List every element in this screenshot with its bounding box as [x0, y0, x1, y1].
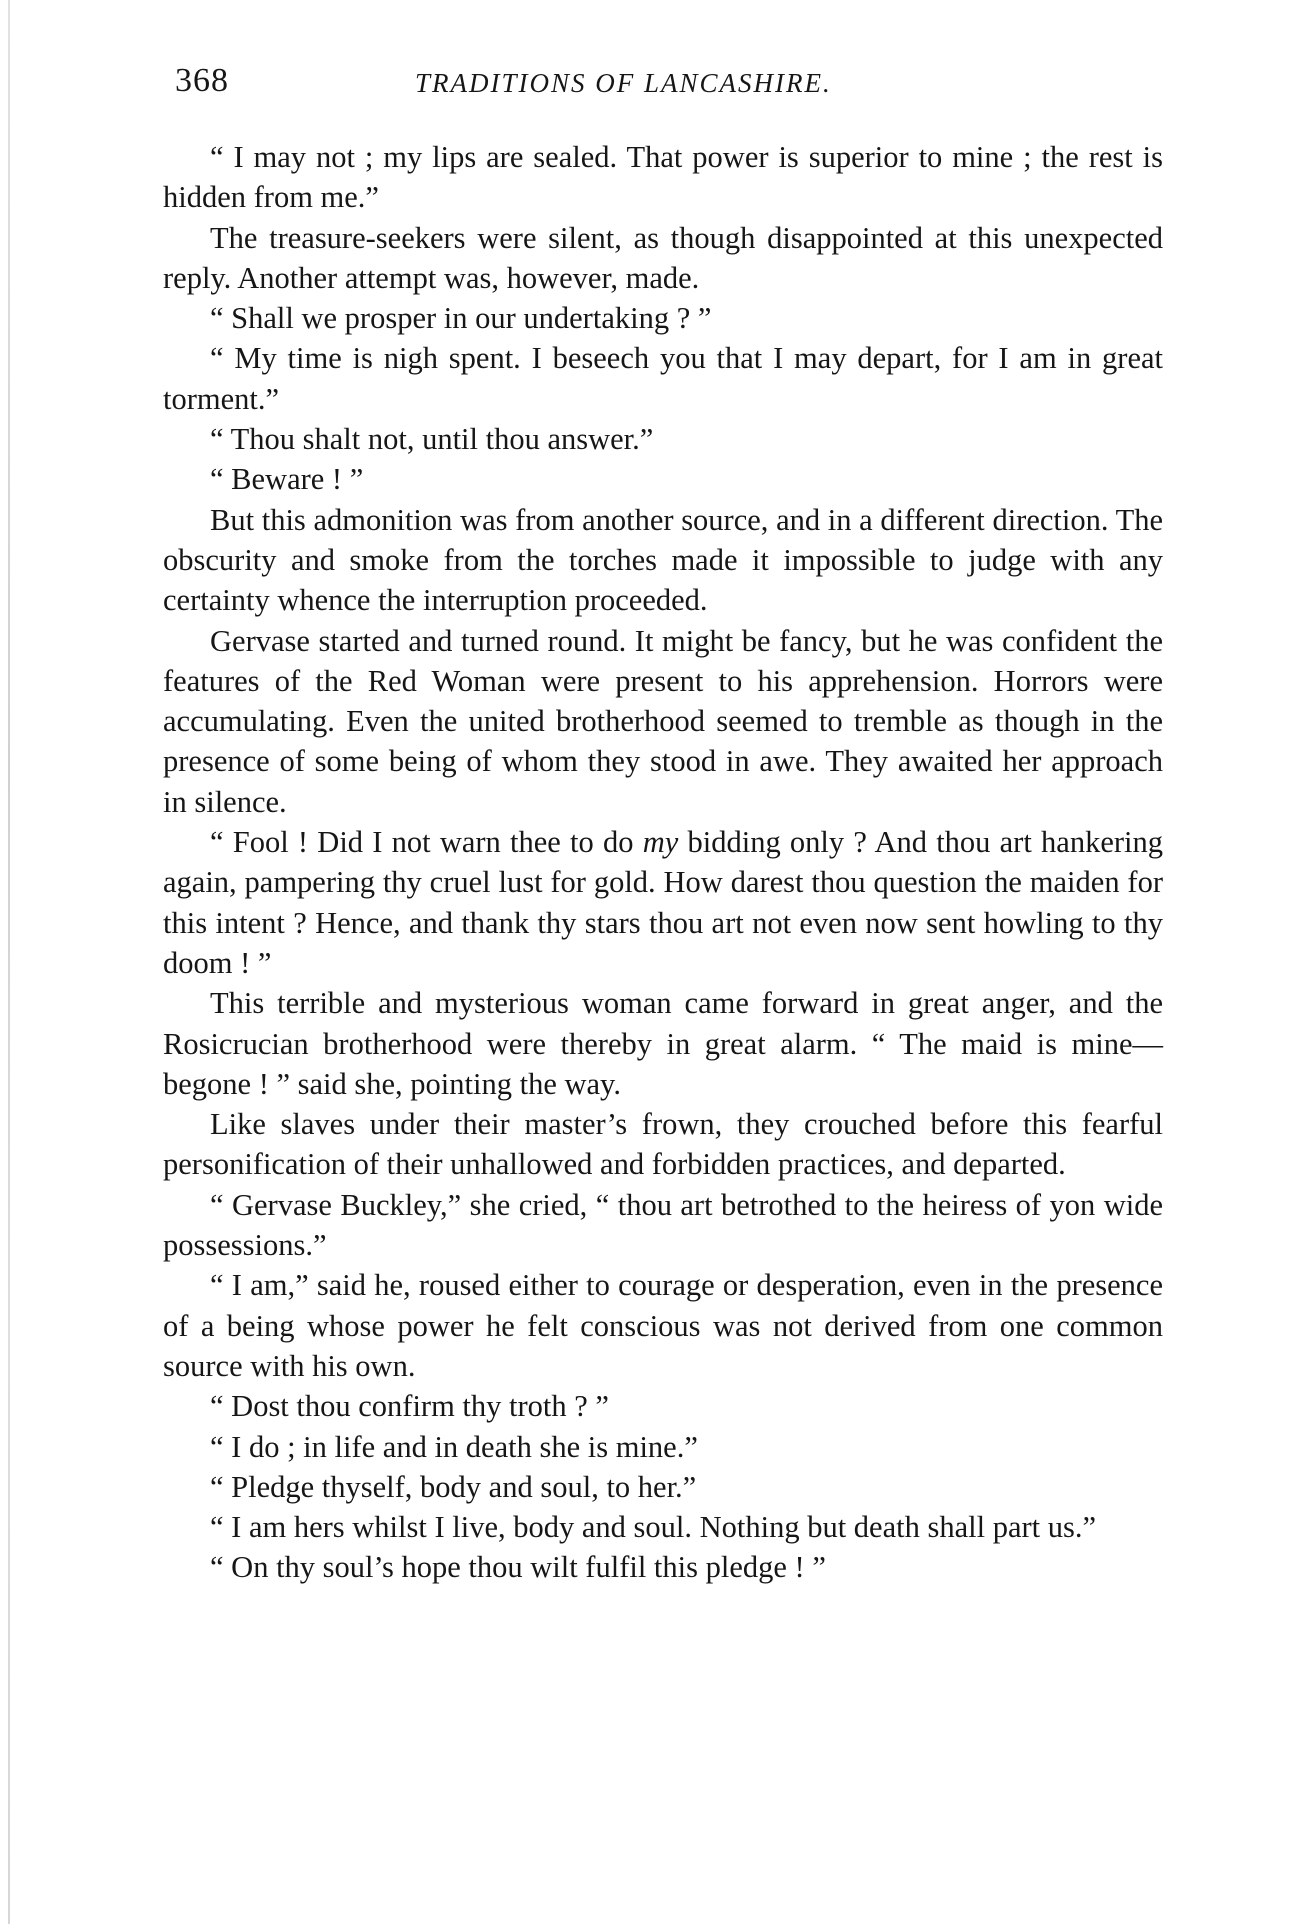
page-edge	[8, 0, 10, 1924]
paragraph: “ On thy soul’s hope thou wilt fulfil this pledge ! ”	[210, 1550, 826, 1585]
paragraph: “ I am,” said he, roused either to courage or desperation, even in the presence of a being whose power he felt conscious was not derived from one common source with his own.	[163, 1268, 1163, 1383]
paragraph: “ My time is nigh spent. I beseech you that I may depart, for I am in great torment.”	[163, 341, 1163, 416]
emphasis-text: my	[642, 825, 679, 860]
paragraph: “ Dost thou confirm thy troth ? ”	[210, 1389, 609, 1424]
paragraph-text: “ Fool ! Did I not warn thee to do	[210, 825, 643, 860]
paragraph: This terrible and mysterious woman came forward in great anger, and the Rosicrucian brotherhood were thereby in great alarm. “ The maid is mine—begone ! ” said she, pointing the way.	[163, 986, 1163, 1101]
paragraph: “ I do ; in life and in death she is mine.”	[210, 1429, 698, 1464]
paragraph: The treasure-seekers were silent, as though disappointed at this unexpected reply. Another attempt was, however, made.	[163, 220, 1163, 295]
paragraph: “ Shall we prosper in our undertaking ? ”	[210, 301, 712, 336]
paragraph: “ I am hers whilst I live, body and soul. Nothing but death shall part us.”	[210, 1510, 1097, 1545]
paragraph: Gervase started and turned round. It might be fancy, but he was confident the features of the Red Woman were present to his apprehension. Horrors were accumulating. Even the united brotherhood seemed to tremble as though in the presence of some being of whom they stood in awe. They awaited her approach in silence.	[163, 623, 1163, 819]
paragraph-text: bidding only ? And thou art hankering again, pampering thy cruel lust for gold. How darest thou question the maiden for this intent ? Hence, and thank thy stars thou art not even now sent howling to thy doom ! ”	[163, 825, 1163, 980]
body-text	[163, 137, 1163, 1588]
paragraph: “ Beware ! ”	[210, 462, 364, 497]
running-title: TRADITIONS OF LANCASHIRE.	[415, 68, 832, 98]
paragraph: “ I may not ; my lips are sealed. That power is superior to mine ; the rest is hidden from me.”	[163, 140, 1163, 215]
paragraph: “ Thou shalt not, until thou answer.”	[210, 422, 654, 457]
page-number: 368	[175, 62, 229, 99]
paragraph	[163, 822, 1163, 983]
paragraph: “ Gervase Buckley,” she cried, “ thou art betrothed to the heiress of yon wide possessions.”	[163, 1187, 1163, 1263]
paragraph: But this admonition was from another source, and in a different direction. The obscurity and smoke from the torches made it impossible to judge with any certainty whence the interruption proceeded.	[163, 502, 1163, 618]
paragraph: “ Pledge thyself, body and soul, to her.”	[210, 1469, 697, 1504]
page-header	[175, 62, 1175, 112]
paragraph: Like slaves under their master’s frown, they crouched before this fearful personification of their unhallowed and forbidden practices, and departed.	[163, 1107, 1163, 1182]
